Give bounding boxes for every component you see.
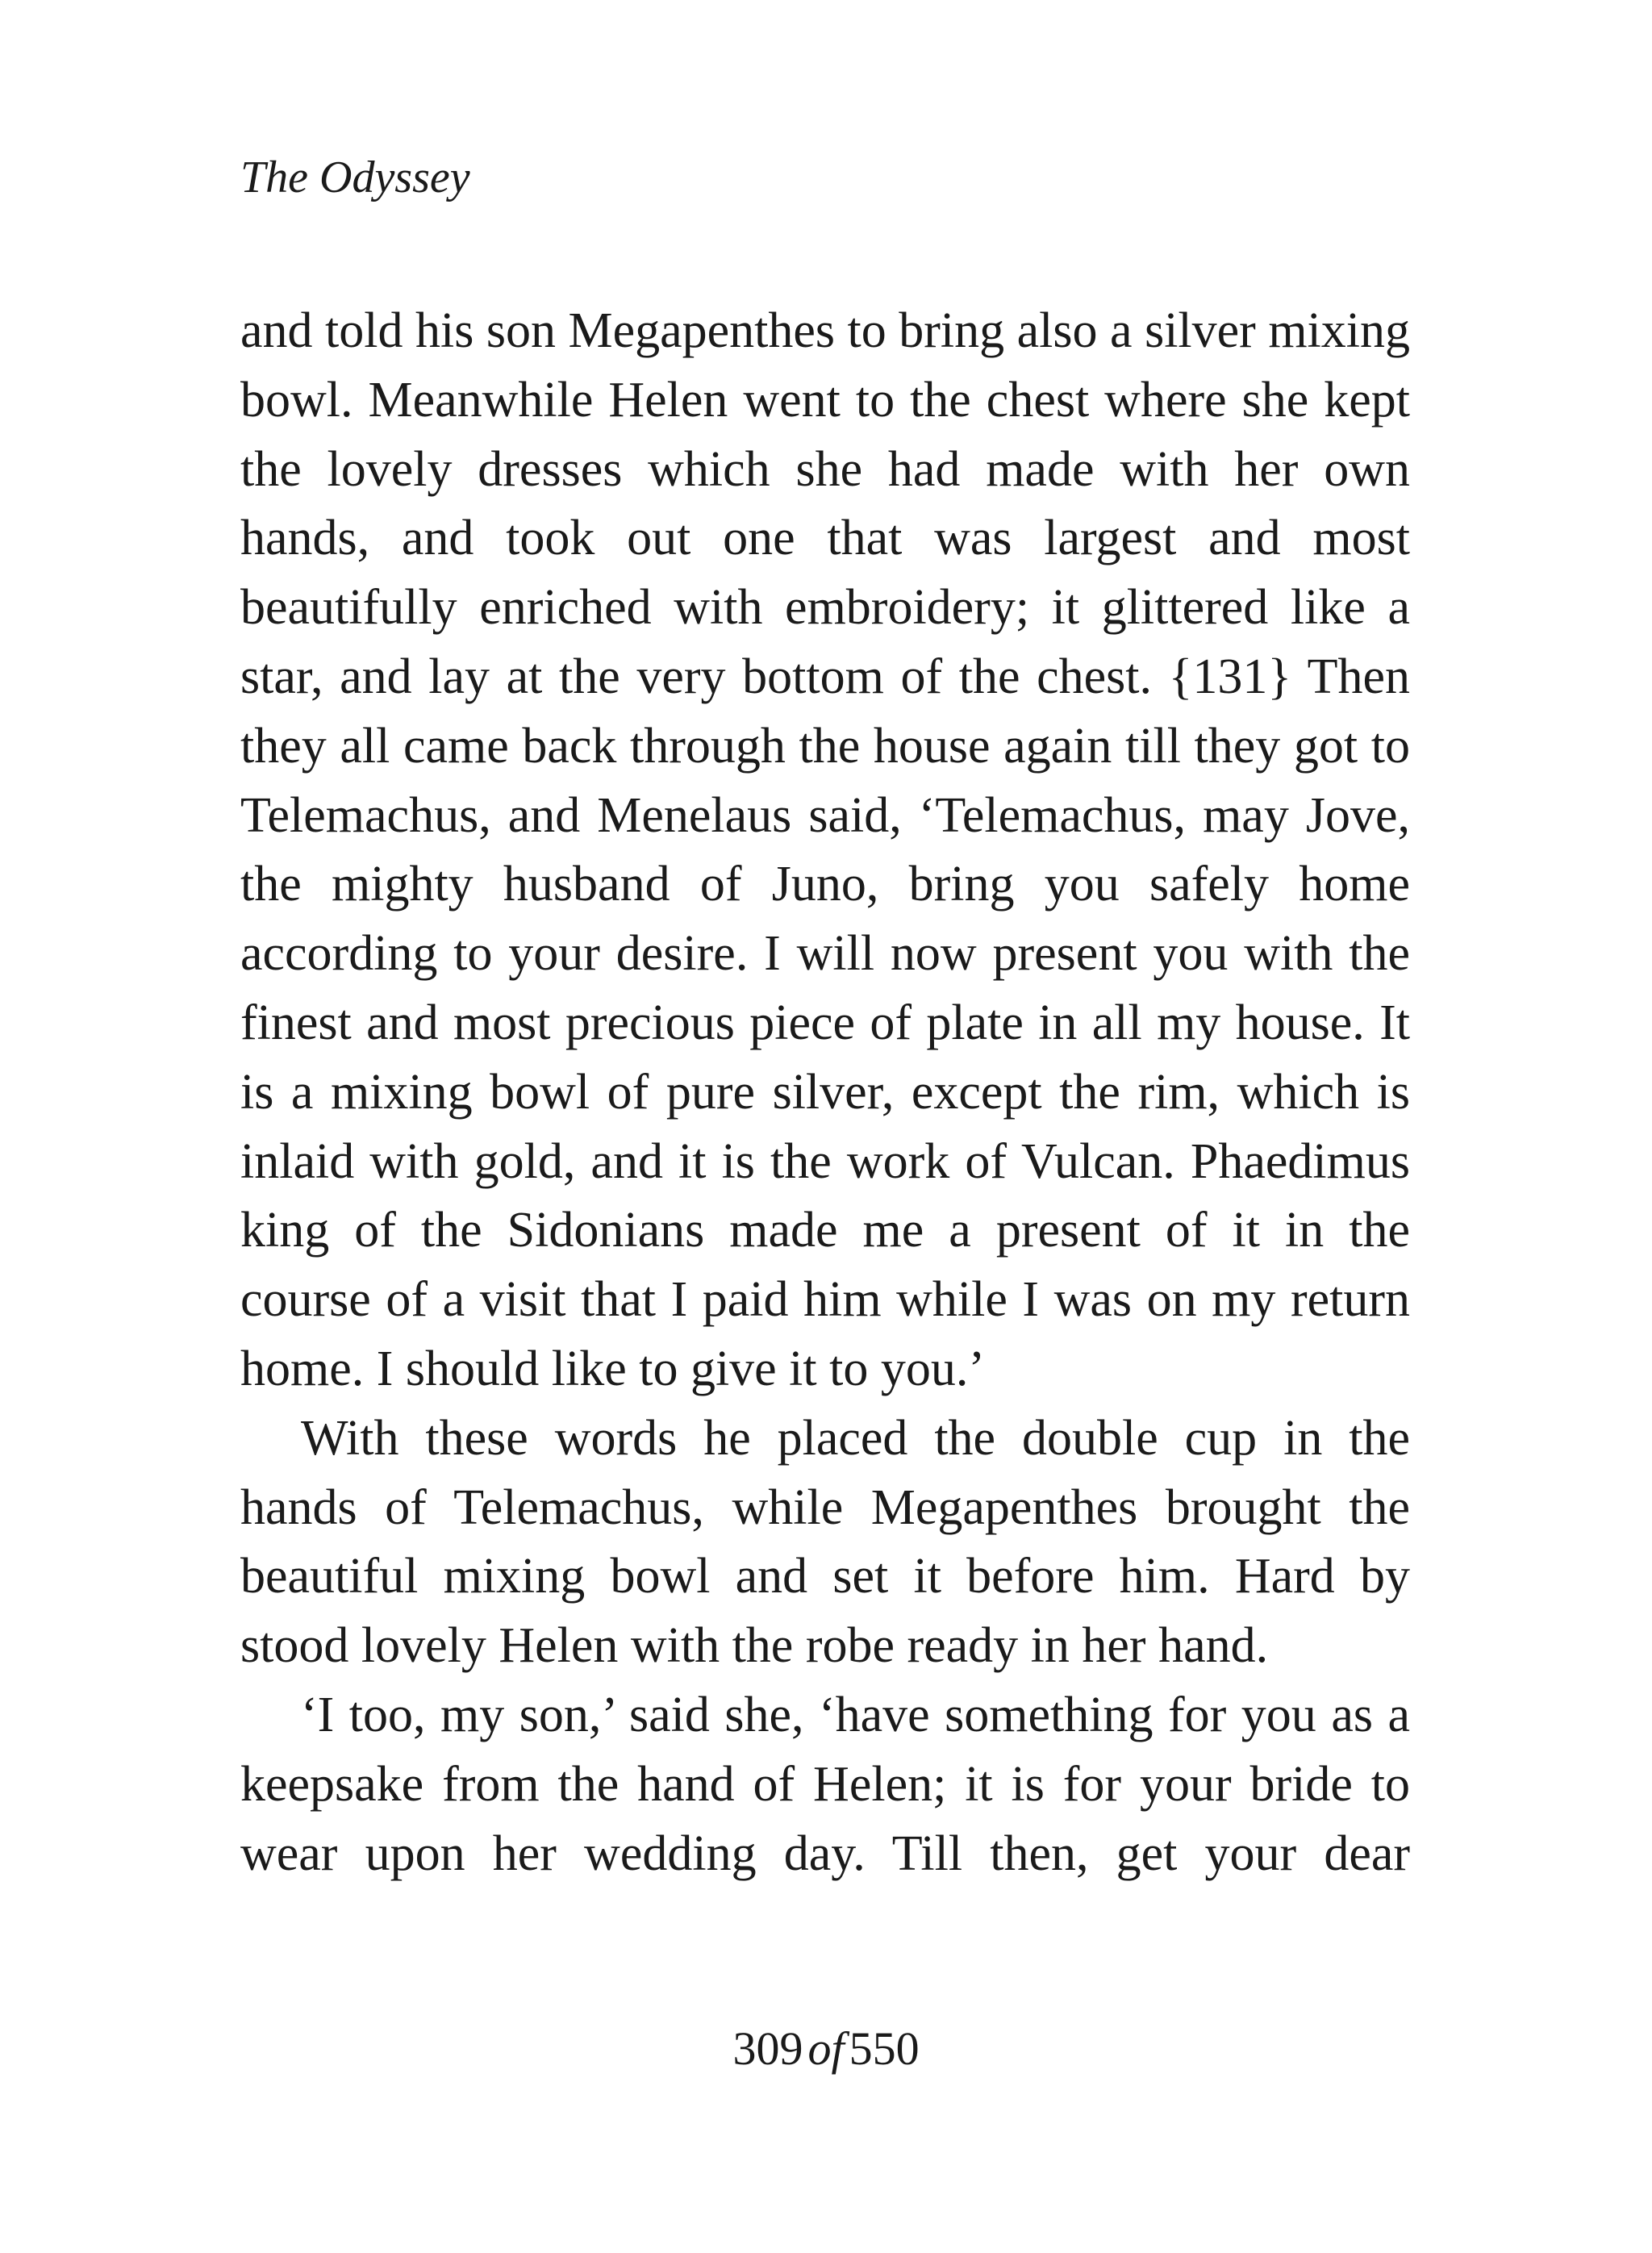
page-number [0, 2017, 1652, 2081]
text-line: and told his son Megapenthes to bring also a silver mixing [240, 303, 1410, 358]
text-line: home. I should like to give it to you.’ [240, 1341, 986, 1396]
text-line: they all came back through the house again till they got to [240, 718, 1410, 774]
text-line: course of a visit that I paid him while I was on my return [240, 1272, 1410, 1328]
text-line: inlaid with gold, and it is the work of Vulcan. Phaedimus [240, 1133, 1410, 1189]
text-line: bowl. Meanwhile Helen went to the chest where she kept [240, 372, 1410, 428]
current-page-number: 309 [732, 2022, 803, 2075]
running-title: The Odyssey [240, 152, 470, 202]
text-line: wear upon her wedding day. Till then, get your dear [240, 1825, 1410, 1881]
text-line: the mighty husband of Juno, bring you safely home [240, 857, 1410, 912]
text-line: king of the Sidonians made me a present of it in the [240, 1203, 1410, 1258]
text-line: ‘I too, my son,’ said she, ‘have something for you as a [301, 1687, 1410, 1742]
text-line: Telemachus, and Menelaus said, ‘Telemachus, may Jove, [240, 787, 1410, 843]
text-line: With these words he placed the double cup in the [301, 1410, 1410, 1466]
text-line: the lovely dresses which she had made with her own [240, 441, 1410, 497]
text-line: hands of Telemachus, while Megapenthes brought the [240, 1479, 1410, 1535]
text-line: hands, and took out one that was largest and most [240, 511, 1410, 566]
text-line: is a mixing bowl of pure silver, except the rim, which is [240, 1064, 1410, 1120]
text-line: beautifully enriched with embroidery; it glittered like a [240, 580, 1410, 636]
text-line: beautiful mixing bowl and set it before him. Hard by [240, 1549, 1410, 1604]
page-of-label: of [807, 2022, 845, 2075]
total-page-count: 550 [849, 2022, 920, 2075]
text-line: keepsake from the hand of Helen; it is for your bride to [240, 1756, 1410, 1812]
text-line: star, and lay at the very bottom of the chest. {131} Then [240, 649, 1410, 704]
body-text [240, 297, 1410, 1888]
text-line: finest and most precious piece of plate in all my house. It [240, 995, 1410, 1050]
text-line: according to your desire. I will now present you with the [240, 926, 1410, 982]
text-line: stood lovely Helen with the robe ready in her hand. [240, 1618, 1269, 1674]
